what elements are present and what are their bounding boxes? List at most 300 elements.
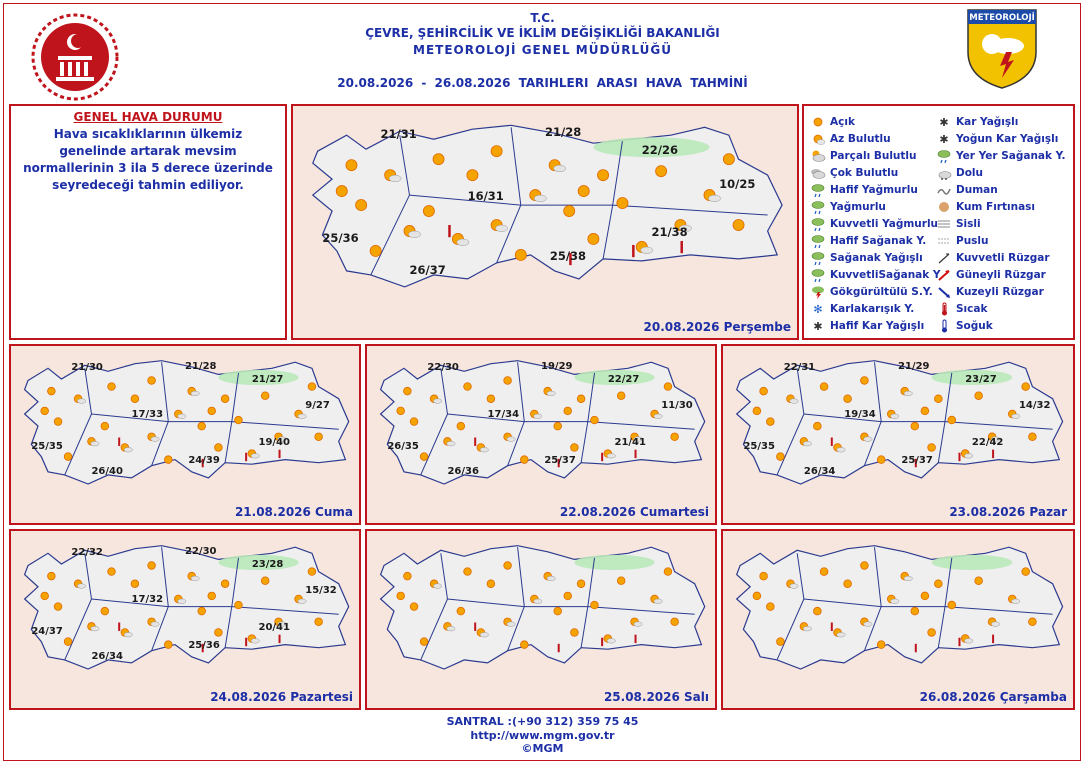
sun-icon [491, 146, 502, 157]
turkey-map [11, 531, 359, 708]
sun-icon [1029, 618, 1037, 626]
sun-icon [554, 607, 562, 615]
map-area [723, 346, 1073, 523]
temperature-label: 17/34 [487, 409, 520, 421]
sleet-icon [810, 302, 826, 316]
sun-icon [457, 422, 465, 430]
legend-item-label: Soğuk [956, 319, 993, 332]
legend-item [936, 181, 1066, 198]
heavy-shower-icon [810, 268, 826, 282]
legend-item-label: Kuvvetli Yağmurlu [830, 217, 939, 230]
sun-icon [753, 407, 761, 415]
sun-icon [656, 166, 667, 177]
temperature-label: 23/28 [251, 559, 284, 571]
turkey-map [367, 531, 715, 708]
map-area [723, 531, 1073, 708]
legend-column-2 [936, 113, 1066, 334]
forecast-map-day-4 [721, 344, 1075, 525]
sun-icon [617, 198, 628, 209]
legend-item [936, 147, 1066, 164]
temperature-label: 25/35 [31, 441, 63, 453]
temperature-label: 24/39 [188, 455, 220, 467]
hot-thermometer-icon [279, 635, 281, 643]
temperature-label: 25/38 [549, 248, 587, 263]
legend-item-label: Yağmurlu [830, 200, 886, 213]
forecast-map-day-6 [365, 529, 717, 710]
legend-item-label: Güneyli Rüzgar [956, 268, 1046, 281]
heavy-rain-icon [810, 217, 826, 231]
footer-phone: SANTRAL :(+90 312) 359 75 45 [446, 715, 639, 728]
sun-icon [578, 186, 589, 197]
legend-item [936, 164, 1066, 181]
scattered-shower-icon [936, 149, 952, 163]
temperature-label: 22/42 [971, 436, 1004, 448]
country-outline [313, 125, 782, 287]
legend-item-label: Hafif Yağmurlu [830, 183, 918, 196]
general-weather-title: GENEL HAVA DURUMU [73, 110, 223, 124]
forecast-map-day-7 [721, 529, 1075, 710]
legend-item-label: Yer Yer Sağanak Y. [956, 149, 1066, 162]
hot-thermometer-icon [601, 453, 603, 461]
sun-icon [520, 641, 528, 649]
sun-icon [515, 249, 526, 260]
cold-thermometer-icon [936, 319, 952, 333]
hot-thermometer-icon [245, 638, 247, 646]
temperature-label: 21/31 [380, 127, 417, 142]
sun-icon [588, 233, 599, 244]
legend-item-label: Kuzeyli Rüzgar [956, 285, 1044, 298]
sun-icon [844, 580, 852, 588]
sun-icon [315, 618, 323, 626]
temperature-label: 22/26 [641, 143, 678, 158]
sun-icon [617, 392, 625, 400]
hot-thermometer-icon [279, 450, 281, 458]
temperature-label: 21/27 [251, 374, 284, 386]
legend-item [936, 198, 1066, 215]
sun-icon [948, 416, 956, 424]
temperature-label: 17/32 [131, 594, 164, 606]
sun-icon [261, 577, 269, 585]
turkey-map [293, 106, 797, 338]
heavy-snow-icon [936, 132, 952, 146]
sun-icon [410, 603, 418, 611]
temperature-label: 25/36 [322, 231, 359, 245]
shower-icon [810, 251, 826, 265]
temperature-label: 11/30 [661, 400, 693, 412]
legend-item-label: Açık [830, 115, 855, 128]
sun-icon [467, 170, 478, 181]
snow-icon [936, 115, 952, 129]
hot-thermometer-icon [448, 225, 450, 237]
map-date-label: 26.08.2026 Çarşamba [919, 690, 1067, 704]
legend-item [810, 113, 941, 130]
sun-icon [504, 562, 512, 570]
sun-icon [54, 418, 62, 426]
sun-icon [777, 453, 785, 461]
turkey-map [723, 346, 1073, 523]
legend-item [810, 317, 941, 334]
sun-icon [148, 562, 156, 570]
sun-icon [760, 387, 768, 395]
legend-item [936, 232, 1066, 249]
turkey-map [723, 531, 1073, 708]
rain-icon [810, 200, 826, 214]
temperature-label: 26/34 [803, 465, 836, 477]
sun-icon [397, 592, 405, 600]
sun-icon [571, 629, 579, 637]
temperature-label: 22/27 [607, 374, 640, 386]
temperature-label: 22/31 [783, 362, 816, 374]
sun-icon [564, 407, 572, 415]
sun-icon [54, 603, 62, 611]
country-outline [737, 361, 1063, 484]
temperature-label: 26/37 [409, 262, 446, 277]
header-date-range: 20.08.2026 - 26.08.2026 TARIHLERI ARASI HAVA TAHMİNİ [337, 76, 748, 90]
sun-icon [810, 115, 826, 129]
light-rain-icon [810, 183, 826, 197]
sun-icon [108, 568, 116, 576]
sun-icon [664, 383, 672, 391]
svg-text:✱: ✱ [939, 115, 949, 129]
hot-thermometer-icon [558, 644, 560, 652]
svg-text:METEOROLOJİ: METEOROLOJİ [969, 13, 1035, 23]
hot-thermometer-icon [992, 635, 994, 643]
rain-zone [932, 555, 1013, 570]
sun-icon [814, 607, 822, 615]
temperature-label: 24/37 [31, 626, 63, 638]
temperature-label: 21/38 [651, 225, 688, 240]
temperature-label: 15/32 [305, 585, 337, 597]
sun-icon [221, 580, 229, 588]
sun-icon [215, 629, 223, 637]
sun-icon [577, 395, 585, 403]
legend-item [936, 113, 1066, 130]
sun-icon [410, 418, 418, 426]
sun-icon [48, 572, 56, 580]
temperature-label: 25/36 [188, 640, 220, 652]
forecast-map-day-3 [365, 344, 717, 525]
legend-item-label: Parçalı Bulutlu [830, 149, 917, 162]
sun-icon [520, 456, 528, 464]
hot-thermometer-icon [992, 450, 994, 458]
sun-icon [101, 607, 109, 615]
sun-icon [820, 383, 828, 391]
legend-item [936, 266, 1066, 283]
sun-icon [814, 422, 822, 430]
sun-icon [975, 392, 983, 400]
sun-icon [928, 444, 936, 452]
sun-icon [934, 395, 942, 403]
south-wind-icon [936, 268, 952, 282]
hot-thermometer-icon [118, 623, 120, 631]
sun-icon [753, 592, 761, 600]
sun-icon [877, 641, 885, 649]
north-wind-icon [936, 285, 952, 299]
map-date-label: 22.08.2026 Cumartesi [559, 505, 709, 519]
sun-icon [911, 422, 919, 430]
temperature-label: 19/34 [844, 409, 876, 421]
country-outline [25, 361, 349, 484]
legend-box [802, 104, 1075, 340]
country-outline [381, 361, 705, 484]
sun-icon [208, 407, 216, 415]
legend-item [810, 266, 941, 283]
sun-icon [934, 580, 942, 588]
temperature-label: 21/41 [614, 436, 646, 448]
forecast-map-day-5 [9, 529, 361, 710]
sun-icon [564, 206, 575, 217]
legend-item-label: Sisli [956, 217, 981, 230]
hot-thermometer-icon [118, 438, 120, 446]
haze-icon [936, 234, 952, 248]
temperature-label: 10/25 [719, 177, 756, 192]
sun-icon [423, 206, 434, 217]
sun-icon [617, 577, 625, 585]
legend-item-label: Hafif Sağanak Y. [830, 234, 927, 247]
sun-icon [861, 377, 869, 385]
footer-url[interactable]: http://www.mgm.gov.tr [470, 729, 615, 742]
temperature-label: 23/27 [965, 374, 997, 386]
sun-icon [861, 562, 869, 570]
temperature-label: 17/33 [131, 409, 164, 421]
sun-icon [261, 392, 269, 400]
sun-icon [948, 601, 956, 609]
sun-icon [308, 568, 316, 576]
hot-thermometer-icon [936, 302, 952, 316]
sun-icon [591, 416, 599, 424]
sun-icon [598, 170, 609, 181]
sun-icon [164, 456, 172, 464]
sun-icon [564, 592, 572, 600]
temperature-label: 21/30 [71, 362, 103, 374]
legend-item [810, 249, 941, 266]
legend-column-1 [810, 113, 941, 334]
temperature-label: 9/27 [305, 400, 330, 412]
smoke-icon [936, 183, 952, 197]
sun-icon [48, 387, 56, 395]
sun-icon [554, 422, 562, 430]
sun-icon [457, 607, 465, 615]
sun-icon [64, 638, 72, 646]
temperature-label: 22/32 [71, 547, 103, 559]
hot-thermometer-icon [915, 644, 917, 652]
map-area [367, 531, 715, 708]
legend-item-label: Yoğun Kar Yağışlı [956, 132, 1059, 145]
legend-item-label: Hafif Kar Yağışlı [830, 319, 925, 332]
temperature-label: 26/34 [91, 650, 123, 662]
sun-icon [844, 395, 852, 403]
hot-thermometer-icon [245, 453, 247, 461]
sun-icon [164, 641, 172, 649]
sun-icon [1029, 433, 1037, 441]
sun-icon [464, 568, 472, 576]
legend-item-label: KuvvetliSağanak Y [830, 268, 941, 281]
legend-item [936, 249, 1066, 266]
hot-thermometer-icon [601, 638, 603, 646]
sun-icon [671, 618, 679, 626]
country-outline [381, 546, 705, 669]
map-date-label: 21.08.2026 Cuma [234, 505, 353, 519]
temperature-label: 21/29 [898, 360, 930, 372]
temperature-label: 25/35 [743, 441, 775, 453]
sun-icon [41, 407, 49, 415]
svg-text:✱: ✱ [813, 319, 823, 333]
sun-icon [664, 568, 672, 576]
map-date-label: 24.08.2026 Pazartesi [210, 690, 353, 704]
legend-item [810, 164, 941, 181]
sun-icon [308, 383, 316, 391]
sun-icon [131, 580, 139, 588]
sun-icon [420, 453, 428, 461]
temperature-label: 19/29 [541, 360, 573, 372]
turkey-map [367, 346, 715, 523]
legend-item [810, 215, 941, 232]
general-weather-box [9, 104, 287, 340]
forecast-map-day-2 [9, 344, 361, 525]
hot-thermometer-icon [680, 241, 682, 253]
sun-icon [215, 444, 223, 452]
hot-thermometer-icon [474, 623, 476, 631]
legend-item [936, 283, 1066, 300]
map-date-label: 25.08.2026 Salı [603, 690, 709, 704]
sun-icon [928, 629, 936, 637]
temperature-label: 25/37 [901, 455, 933, 467]
sun-icon [504, 377, 512, 385]
sun-icon [235, 416, 243, 424]
sun-icon [671, 433, 679, 441]
sun-icon [577, 580, 585, 588]
turkey-map [11, 346, 359, 523]
sun-icon [346, 160, 357, 171]
sun-icon [64, 453, 72, 461]
map-area [11, 531, 359, 708]
hot-thermometer-icon [632, 245, 634, 257]
map-date-label: 20.08.2026 Perşembe [643, 320, 791, 334]
forecast-map-day-1 [291, 104, 799, 340]
map-area [293, 106, 797, 338]
sun-icon [433, 154, 444, 165]
svg-text:✱: ✱ [939, 132, 949, 146]
sun-icon [464, 383, 472, 391]
general-weather-text: Hava sıcaklıklarının ülkemiz genelinde artarak mevsim normallerinin 3 ila 5 derece üzerinde seyredeceği tahmin ediliyor. [23, 127, 273, 192]
sandstorm-icon [936, 200, 952, 214]
sun-icon [877, 456, 885, 464]
legend-item [810, 300, 941, 317]
legend-item-label: Dolu [956, 166, 984, 179]
legend-item-label: Kar Yağışlı [956, 115, 1019, 128]
sun-icon [911, 607, 919, 615]
sun-icon [101, 422, 109, 430]
legend-item-label: Gökgürültülü S.Y. [830, 285, 933, 298]
sun-icon [723, 154, 734, 165]
country-outline [25, 546, 349, 669]
legend-item [810, 198, 941, 215]
rain-zone [574, 555, 654, 570]
sun-icon [975, 577, 983, 585]
sun-icon [1022, 568, 1030, 576]
sun-icon [41, 592, 49, 600]
sun-icon [487, 580, 495, 588]
sun-icon [356, 200, 367, 211]
sun-small-cloud-icon [810, 132, 826, 146]
sun-icon [221, 395, 229, 403]
sun-icon [820, 568, 828, 576]
sun-icon [370, 245, 381, 256]
sun-icon [766, 418, 774, 426]
light-shower-icon [810, 234, 826, 248]
temperature-label: 26/36 [447, 465, 479, 477]
hot-thermometer-icon [635, 635, 637, 643]
sun-icon [487, 395, 495, 403]
legend-item [810, 283, 941, 300]
strong-wind-icon [936, 251, 952, 265]
legend-item [810, 147, 941, 164]
header-line-3: METEOROLOJİ GENEL MÜDÜRLÜĞÜ [413, 43, 672, 57]
sun-icon [591, 601, 599, 609]
svg-text:✻: ✻ [813, 302, 823, 316]
temperature-label: 20/41 [258, 621, 290, 633]
legend-item-label: Karlakarışık Y. [830, 302, 915, 315]
sun-icon [235, 601, 243, 609]
cloudy-icon [810, 166, 826, 180]
legend-item [936, 300, 1066, 317]
legend-item-label: Kum Fırtınası [956, 200, 1036, 213]
sun-icon [571, 444, 579, 452]
map-area [367, 346, 715, 523]
legend-item-label: Sıcak [956, 302, 988, 315]
sun-icon [148, 377, 156, 385]
sun-icon [766, 603, 774, 611]
thunderstorm-icon [810, 285, 826, 299]
sun-icon [336, 186, 347, 197]
sun-icon [420, 638, 428, 646]
legend-item [810, 181, 941, 198]
sun-icon [921, 407, 929, 415]
sun-icon [198, 422, 206, 430]
legend-item [936, 215, 1066, 232]
temperature-label: 21/28 [545, 125, 582, 140]
sun-icon [198, 607, 206, 615]
legend-item-label: Duman [956, 183, 998, 196]
country-outline [737, 546, 1063, 669]
header-line-2: ÇEVRE, ŞEHİRCİLİK VE İKLİM DEĞİŞİKLİĞİ BAKANLIĞI [365, 26, 720, 40]
hot-thermometer-icon [635, 450, 637, 458]
partly-cloudy-icon [810, 149, 826, 163]
hot-thermometer-icon [958, 638, 960, 646]
legend-item-label: Puslu [956, 234, 989, 247]
hot-thermometer-icon [831, 622, 833, 630]
sun-icon [404, 387, 412, 395]
hot-thermometer-icon [831, 437, 833, 445]
hot-thermometer-icon [474, 438, 476, 446]
sun-icon [760, 572, 768, 580]
temperature-label: 14/32 [1018, 400, 1051, 412]
legend-item-label: Çok Bulutlu [830, 166, 899, 179]
temperature-label: 22/30 [427, 362, 459, 374]
map-area [11, 346, 359, 523]
legend-item [936, 130, 1066, 147]
temperature-label: 26/40 [91, 465, 123, 477]
legend-item-label: Kuvvetli Rüzgar [956, 251, 1050, 264]
footer-copyright: ©MGM [521, 742, 564, 755]
light-snow-icon [810, 319, 826, 333]
legend-item-label: Az Bulutlu [830, 132, 891, 145]
sun-icon [777, 638, 785, 646]
sun-icon [131, 395, 139, 403]
sun-icon [1022, 383, 1030, 391]
temperature-label: 19/40 [258, 436, 290, 448]
temperature-label: 26/35 [387, 441, 419, 453]
